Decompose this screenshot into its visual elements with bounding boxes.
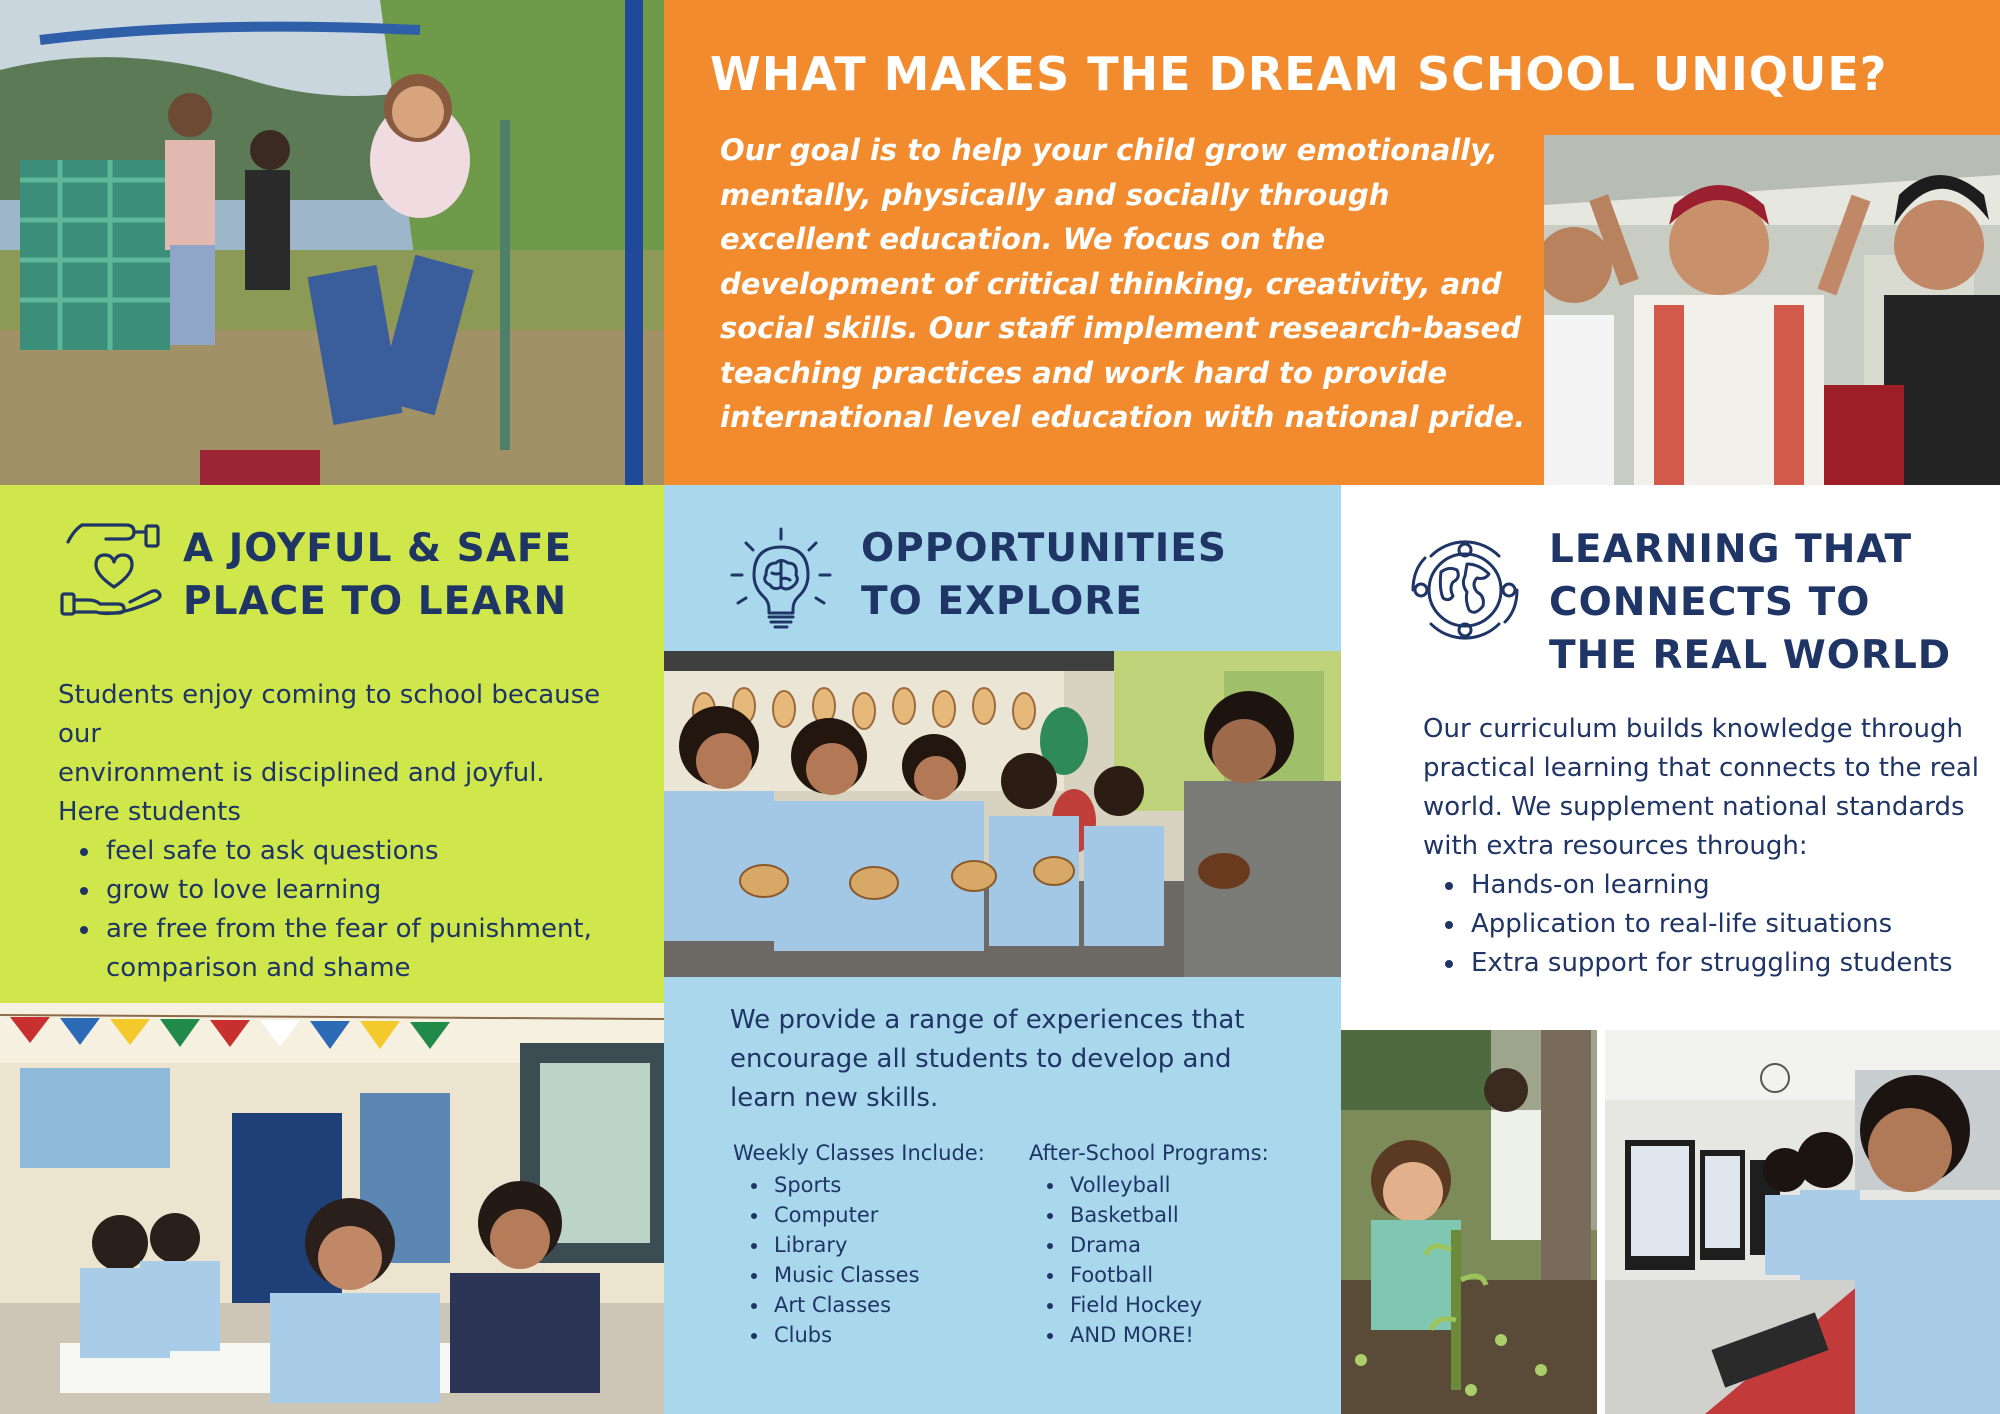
list-item: Sports (774, 1170, 1023, 1200)
explore-paragraph: We provide a range of experiences that encourage all students to develop and learn new skills. (730, 1005, 1245, 1113)
joyful-paragraph-line1: Students enjoy coming to school because our (58, 680, 601, 749)
list-item: Application to real-life situations (1471, 905, 2000, 944)
list-item: are free from the fear of punishment, comparison and shame (106, 910, 636, 988)
list-item: Football (1070, 1260, 1319, 1290)
ukulele-class-photo (664, 651, 1341, 977)
after-school-block (1029, 1138, 1319, 1350)
playground-photo (0, 0, 664, 485)
page-title: WHAT MAKES THE DREAM SCHOOL UNIQUE? (710, 47, 1888, 101)
list-item: Extra support for struggling students (1471, 944, 2000, 983)
weekly-classes-list (733, 1170, 1023, 1350)
list-item: Basketball (1070, 1200, 1319, 1230)
joyful-heading (183, 522, 572, 628)
list-item: Music Classes (774, 1260, 1023, 1290)
explore-heading (861, 522, 1227, 628)
explore-heading-line1: OPPORTUNITIES (861, 526, 1228, 571)
realworld-paragraph: Our curriculum builds knowledge through practical learning that connects to the real world. We supplement national standards with extra resources through: (1423, 714, 1979, 861)
list-item: feel safe to ask questions (106, 832, 636, 871)
gardening-photo (1341, 1030, 1597, 1414)
realworld-bullet-list (1423, 866, 2000, 983)
lightbulb-brain-icon (726, 525, 836, 635)
joyful-heading-line1: A JOYFUL & SAFE (183, 526, 573, 571)
realworld-heading-line1: LEARNING THAT (1549, 527, 1913, 572)
list-item: Clubs (774, 1320, 1023, 1350)
computer-lab-photo (1605, 1030, 2000, 1414)
joyful-lead: Here students (58, 797, 241, 827)
realworld-panel (1341, 485, 2000, 1030)
weekly-classes-label: Weekly Classes Include: (733, 1141, 985, 1165)
joyful-heading-line2: PLACE TO LEARN (183, 579, 568, 624)
list-item: Volleyball (1070, 1170, 1319, 1200)
explore-heading-line2: TO EXPLORE (861, 579, 1143, 624)
intro-paragraph: Our goal is to help your child grow emotionally, mentally, physically and socially through excellent education. We focus on the development of critical thinking, creativity, and social skills. Our staff implement research-based teaching practices and work hard to provide international level education with national pride. (720, 133, 1526, 434)
list-item: Drama (1070, 1230, 1319, 1260)
list-item: Hands-on learning (1471, 866, 2000, 905)
list-item: grow to love learning (106, 871, 636, 910)
list-item: Library (774, 1230, 1023, 1260)
joyful-bullet-list (58, 832, 636, 988)
globe-icon (1405, 530, 1525, 650)
joyful-paragraph-line2: environment is disciplined and joyful. (58, 758, 545, 788)
hands-heart-icon (56, 520, 164, 620)
after-school-list (1029, 1170, 1319, 1350)
joyful-body (58, 676, 648, 988)
weekly-classes-block (733, 1138, 1023, 1350)
after-school-label: After-School Programs: (1029, 1141, 1269, 1165)
list-item: Field Hockey (1070, 1290, 1319, 1320)
realworld-heading-line3: THE REAL WORLD (1549, 633, 1952, 678)
realworld-heading (1549, 523, 1951, 682)
joyful-panel (0, 485, 664, 1003)
list-item: Art Classes (774, 1290, 1023, 1320)
classroom-writing-photo (0, 1003, 664, 1414)
realworld-heading-line2: CONNECTS TO (1549, 580, 1871, 625)
dancing-students-photo (1544, 135, 2000, 485)
list-item: AND MORE! (1070, 1320, 1319, 1350)
list-item: Computer (774, 1200, 1023, 1230)
